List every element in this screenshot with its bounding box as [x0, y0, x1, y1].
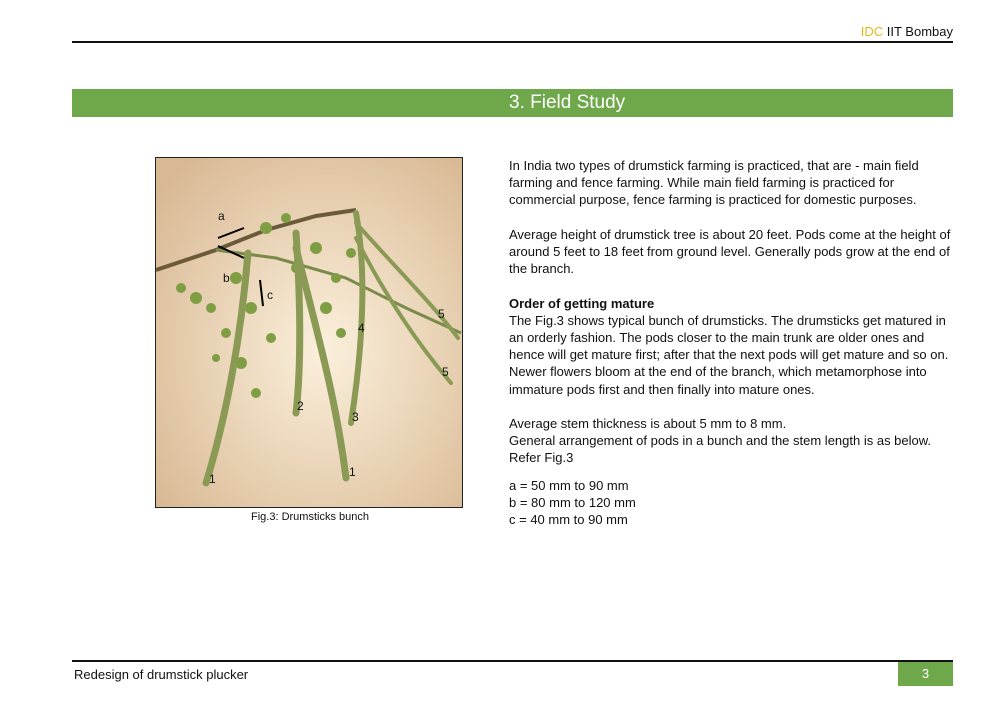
figure-caption: Fig.3: Drumsticks bunch: [251, 511, 369, 523]
label-5-top: 5: [438, 307, 445, 321]
brand-idc: IDC: [860, 24, 884, 39]
brand-iit: IIT Bombay: [886, 24, 953, 39]
label-1-left: 1: [209, 472, 216, 486]
measurement-list: [509, 477, 954, 529]
footer-divider: [72, 660, 953, 662]
label-4: 4: [358, 321, 365, 335]
drumstick-photo: [155, 157, 463, 508]
paragraph-height: Average height of drumstick tree is about 20 feet. Pods come at the height of around 5 feet to 18 feet from ground level. Generally pods grow at the end of the branch.: [509, 226, 951, 277]
paragraph-maturity: The Fig.3 shows typical bunch of drumsticks. The drumsticks get matured in an orderly fashion. The pods closer to the main trunk are older ones and hence will get mature first; after that the next pods will get mature and so on. Newer flowers bloom at the end of the branch, which metamorphose into immature pods first and then finally into mature ones.: [509, 312, 949, 397]
drumstick-illustration: [156, 158, 462, 507]
label-b: b: [223, 271, 230, 285]
body-text: [509, 157, 954, 528]
subheading-maturity: Order of getting mature: [509, 295, 655, 311]
footer-title: Redesign of drumstick plucker: [74, 667, 249, 682]
page-number: 3: [898, 662, 953, 686]
header-divider: [72, 41, 953, 43]
measurement-b: b = 80 mm to 120 mm: [509, 494, 636, 510]
paragraph-stem-thickness: Average stem thickness is about 5 mm to 8 mm.: [509, 416, 787, 431]
paragraph-arrangement: General arrangement of pods in a bunch and the stem length is as below. Refer Fig.3: [509, 433, 932, 466]
paragraph-farming: In India two types of drumstick farming is practiced, that are - main field farming and fence farming. While main field farming is practiced for commercial purpose, fence farming is practiced for domestic purposes.: [509, 158, 919, 208]
measurement-a: a = 50 mm to 90 mm: [509, 477, 629, 493]
header-brand: [861, 24, 953, 39]
section-title-bar: [72, 89, 953, 117]
label-5-bottom: 5: [442, 365, 449, 379]
label-3: 3: [352, 410, 359, 424]
label-c: c: [267, 288, 273, 302]
label-1-right: 1: [349, 465, 356, 479]
label-a: a: [218, 209, 225, 223]
section-title: 3. Field Study: [509, 92, 626, 113]
measurement-c: c = 40 mm to 90 mm: [509, 512, 628, 528]
label-2: 2: [297, 399, 304, 413]
